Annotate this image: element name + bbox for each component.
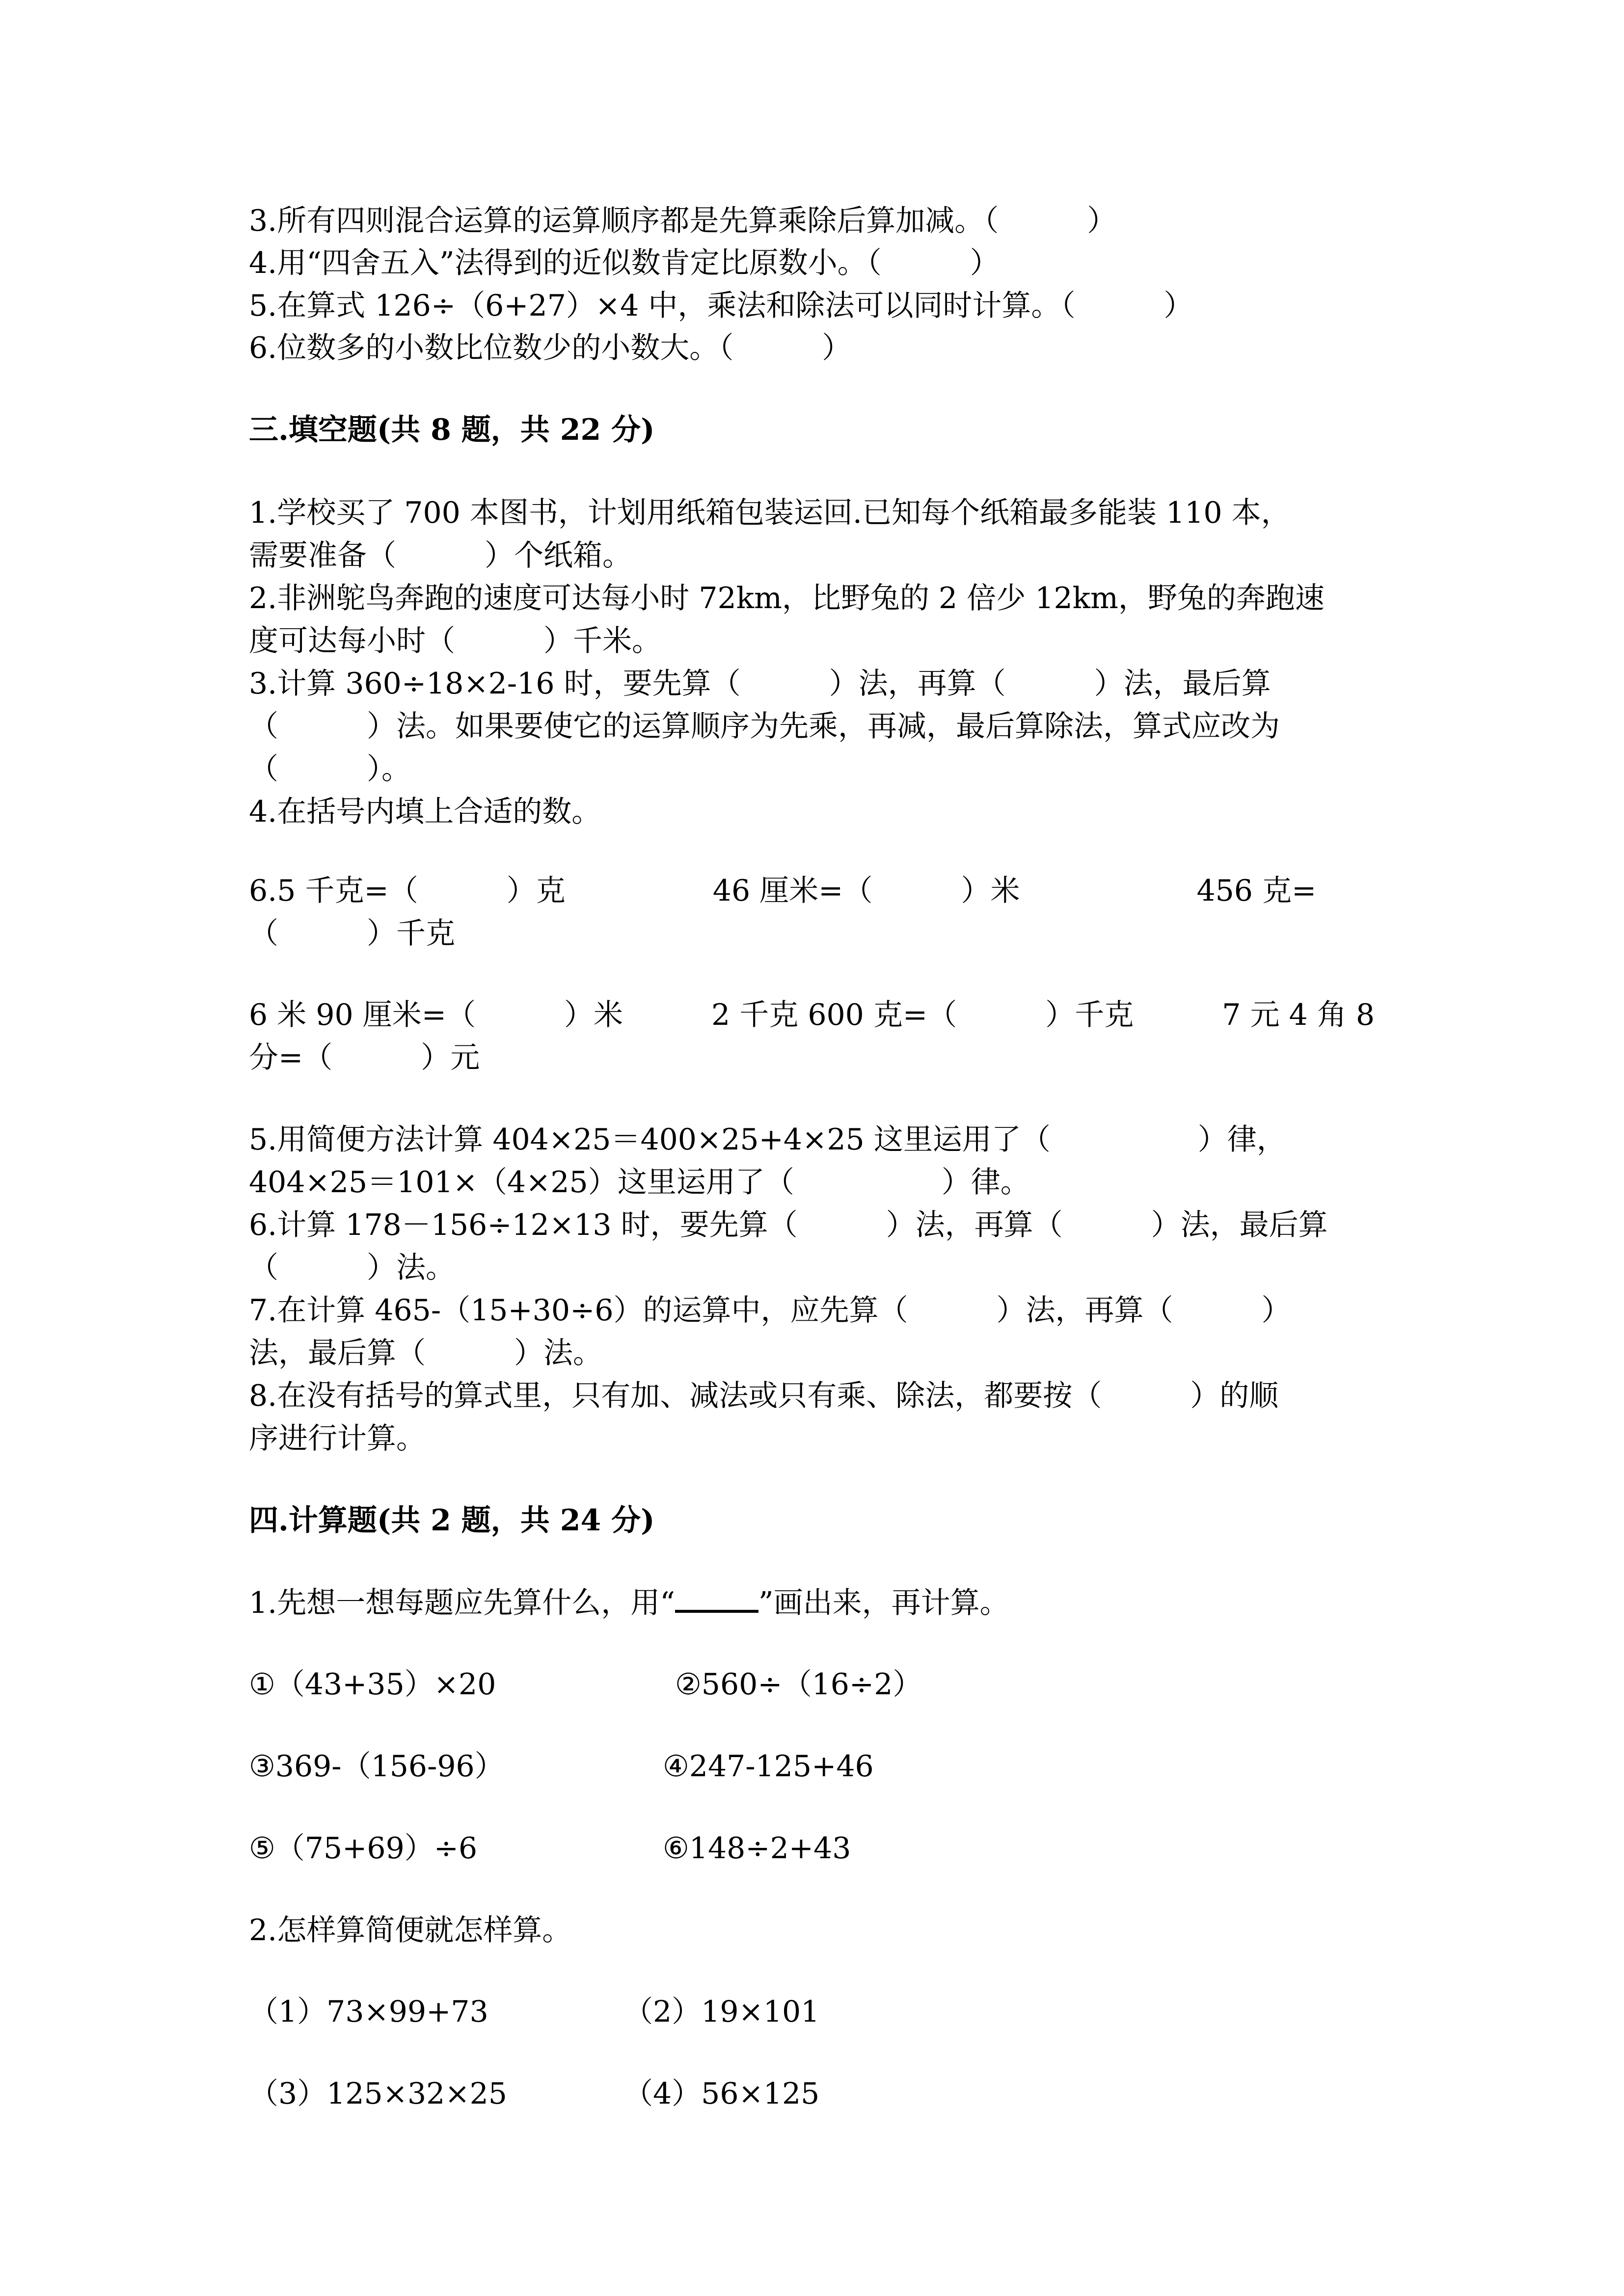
fill-question-line: 7.在计算 465-（15+30÷6）的运算中，应先算（ ）法，再算（ ） bbox=[249, 1293, 1291, 1328]
fill-question-line: 8.在没有括号的算式里，只有加、减法或只有乘、除法，都要按（ ）的顺 bbox=[249, 1379, 1279, 1413]
q1-suffix: ”画出来，再计算。 bbox=[758, 1586, 1009, 1620]
fill-question-line: 4.在括号内填上合适的数。 bbox=[249, 795, 601, 829]
unit-conversion-line: （ ）千克 bbox=[249, 916, 455, 951]
fill-question-line: 1.学校买了 700 本图书，计划用纸箱包装运回.已知每个纸箱最多能装 110 本， bbox=[249, 496, 1291, 530]
fill-question-line: 法，最后算（ ）法。 bbox=[249, 1336, 602, 1370]
fill-question-line: 度可达每小时（ ）千米。 bbox=[249, 624, 661, 658]
fill-question-line: 3.计算 360÷18×2-16 时，要先算（ ）法，再算（ ）法，最后算 bbox=[249, 667, 1271, 701]
fill-question-line: 需要准备（ ）个纸箱。 bbox=[249, 538, 632, 573]
fill-question-line: （ ）。 bbox=[249, 752, 411, 786]
q1-prefix: 1.先想一想每题应先算什么，用“ bbox=[249, 1586, 675, 1620]
judge-item: 3.所有四则混合运算的运算顺序都是先算乘除后算加减。（ ） bbox=[249, 204, 1117, 238]
judge-item: 6.位数多的小数比位数少的小数大。（ ） bbox=[249, 331, 852, 365]
section-heading-calculation: 四.计算题(共 2 题，共 24 分) bbox=[249, 1503, 655, 1538]
fill-question-line: 6.计算 178－156÷12×13 时，要先算（ ）法，再算（ ）法，最后算 bbox=[249, 1208, 1328, 1242]
calc-item: （3）125×32×25 bbox=[249, 2077, 507, 2111]
calc-item: ③369-（156-96） bbox=[249, 1749, 504, 1784]
calc-item: ④247-125+46 bbox=[663, 1749, 874, 1784]
unit-conversion-line: 6.5 千克=（ ）克 46 厘米=（ ）米 456 克= bbox=[249, 874, 1317, 908]
calc-question-2: 2.怎样算简便就怎样算。 bbox=[249, 1913, 572, 1948]
fill-question-line: 404×25＝101×（4×25）这里运用了（ ）律。 bbox=[249, 1165, 1030, 1200]
underline-blank bbox=[675, 1590, 758, 1613]
judge-item: 5.在算式 126÷（6+27）×4 中，乘法和除法可以同时计算。（ ） bbox=[249, 289, 1193, 323]
section-heading-fill-in: 三.填空题(共 8 题，共 22 分) bbox=[249, 413, 655, 447]
calc-item: （2）19×101 bbox=[623, 1995, 820, 2029]
calc-item: （4）56×125 bbox=[623, 2077, 820, 2111]
fill-question-line: 序进行计算。 bbox=[249, 1421, 426, 1456]
calc-item: ⑥148÷2+43 bbox=[663, 1831, 851, 1866]
fill-question-line: （ ）法。 bbox=[249, 1251, 455, 1285]
calc-item: ①（43+35）×20 bbox=[249, 1667, 496, 1702]
judge-item: 4.用“四舍五入”法得到的近似数肯定比原数小。（ ） bbox=[249, 246, 1000, 280]
calc-item: ②560÷（16÷2） bbox=[675, 1667, 922, 1702]
calc-question-1 bbox=[249, 1588, 1009, 1618]
unit-conversion-line: 6 米 90 厘米=（ ）米 2 千克 600 克=（ ）千克 7 元 4 角 8 bbox=[249, 998, 1375, 1032]
fill-question-line: （ ）法。如果要使它的运算顺序为先乘，再减，最后算除法，算式应改为 bbox=[249, 709, 1280, 744]
calc-item: （1）73×99+73 bbox=[249, 1995, 488, 2029]
fill-question-line: 2.非洲鸵鸟奔跑的速度可达每小时 72km，比野兔的 2 倍少 12km，野兔的奔跑速 bbox=[249, 581, 1325, 615]
unit-conversion-line: 分=（ ）元 bbox=[249, 1041, 480, 1075]
fill-question-line: 5.用简便方法计算 404×25＝400×25+4×25 这里运用了（ ）律， bbox=[249, 1122, 1286, 1157]
calc-item: ⑤（75+69）÷6 bbox=[249, 1831, 478, 1866]
